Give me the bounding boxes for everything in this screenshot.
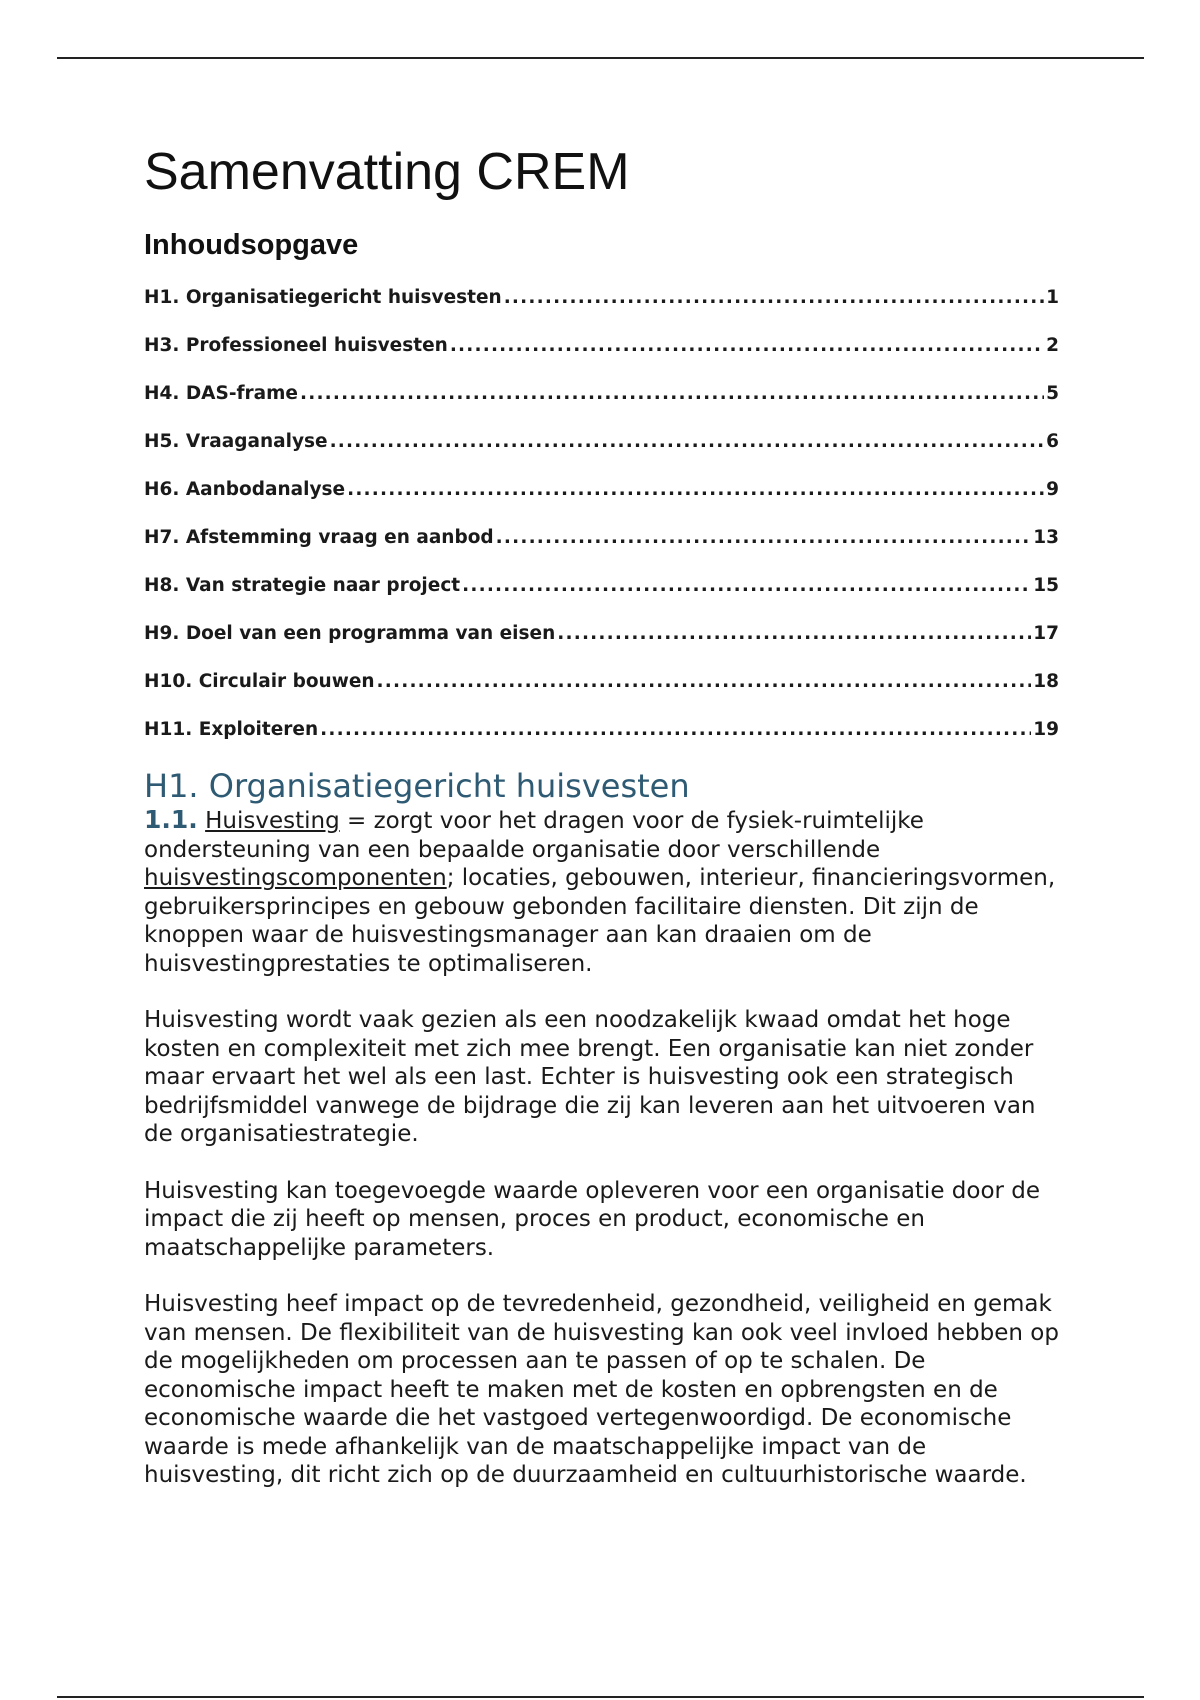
toc-dot-leader [496,514,1032,562]
toc-entry-label: H1. Organisatiegericht huisvesten [144,287,502,308]
toc-entry-page: 5 [1046,383,1059,404]
toc-entry-label: H3. Professioneel huisvesten [144,335,448,356]
page-bottom-rule [57,1696,1144,1698]
definition-text-1: = zorgt voor het dragen voor de fysiek-ruimtelijke ondersteuning van een bepaalde organisatie door verschillende [144,808,924,863]
toc-entry-label: H5. Vraaganalyse [144,431,328,452]
toc-entry-page: 6 [1046,431,1059,452]
body-paragraph: Huisvesting wordt vaak gezien als een noodzakelijk kwaad omdat het hoge kosten en complexiteit met zich mee brengt. Een organisatie kan niet zonder maar ervaart het wel als een last. Echter is huisvesting ook een strategisch bedrijfsmiddel vanwege de bijdrage die zij kan leveren aan het uitvoeren van de organisatiestrategie. [144,1007,1036,1147]
toc-entry-label: H4. DAS-frame [144,383,298,404]
toc-entry-label: H11. Exploiteren [144,719,319,740]
toc-entry-page: 15 [1033,575,1059,596]
toc-entry-label: H9. Doel van een programma van eisen [144,623,556,644]
document-title: Samenvatting CREM [144,143,630,201]
toc-entry-label: H8. Van strategie naar project [144,575,461,596]
toc-dot-leader [504,274,1044,322]
toc-dot-leader [330,418,1045,466]
section-heading: H1. Organisatiegericht huisvesten [144,767,690,805]
definition-paragraph [144,806,1059,978]
toc-entry[interactable] [144,562,1059,610]
definition-text-2: ; locaties, gebouwen, interieur, financieringsvormen, gebruikersprincipes en gebouw gebonden facilitaire diensten. Dit zijn de knoppen waar de huisvestingsmanager aan kan draaien om de huisvestingprestaties te optimaliseren. [144,865,1056,977]
toc-entry[interactable] [144,514,1059,562]
toc-entry[interactable] [144,322,1059,370]
table-of-contents [144,274,1059,754]
toc-entry[interactable] [144,658,1059,706]
toc-heading: Inhoudsopgave [144,229,359,261]
toc-entry-page: 17 [1033,623,1059,644]
toc-entry[interactable] [144,610,1059,658]
toc-entry-label: H7. Afstemming vraag en aanbod [144,527,494,548]
toc-entry-page: 13 [1033,527,1059,548]
toc-entry-page: 9 [1046,479,1059,500]
toc-entry-page: 1 [1046,287,1059,308]
defined-term-2: huisvestingscomponenten [144,865,447,891]
toc-entry-page: 18 [1033,671,1059,692]
toc-dot-leader [377,658,1032,706]
toc-dot-leader [450,322,1044,370]
toc-entry-label: H6. Aanbodanalyse [144,479,346,500]
toc-dot-leader [300,370,1044,418]
page-top-rule [57,57,1144,59]
toc-dot-leader [320,706,1031,754]
toc-entry[interactable] [144,418,1059,466]
body-paragraph: Huisvesting kan toegevoegde waarde opleveren voor een organisatie door de impact die zij heeft op mensen, proces en product, economische en maatschappelijke parameters. [144,1177,1041,1261]
toc-entry[interactable] [144,274,1059,322]
page-content [144,140,1059,1490]
defined-term: Huisvesting [205,808,340,834]
toc-dot-leader [557,610,1031,658]
toc-dot-leader [462,562,1031,610]
toc-entry[interactable] [144,370,1059,418]
toc-entry-label: H10. Circulair bouwen [144,671,375,692]
body-paragraph: Huisvesting heef impact op de tevredenheid, gezondheid, veiligheid en gemak van mensen. De flexibiliteit van de huisvesting kan ook veel invloed hebben op de mogelijkheden om processen aan te passen of op te schalen. De economische impact heeft te maken met de kosten en opbrengsten en de economische waarde die het vastgoed vertegenwoordigd. De economische waarde is mede afhankelijk van de maatschappelijke impact van de huisvesting, dit richt zich op de duurzaamheid en cultuurhistorische waarde. [144,1291,1059,1488]
subsection-number: 1.1. [144,805,198,834]
toc-entry[interactable] [144,706,1059,754]
toc-entry-page: 19 [1033,719,1059,740]
toc-entry-page: 2 [1046,335,1059,356]
toc-dot-leader [347,466,1044,514]
toc-entry[interactable] [144,466,1059,514]
